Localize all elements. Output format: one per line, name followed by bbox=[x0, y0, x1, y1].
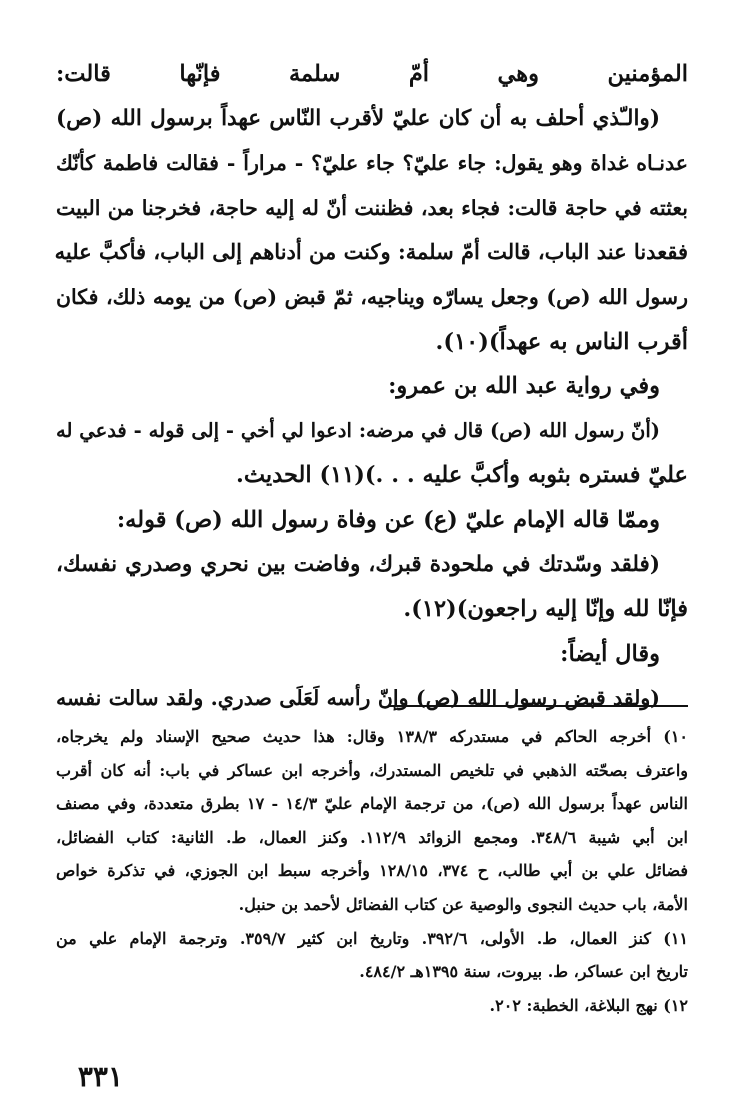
footnote-line-8: تاريخ ابن عساكر، ط. بيروت، سنة ١٣٩٥هـ ٤٨٤/٢. bbox=[359, 962, 688, 982]
text-line-7: أقرب الناس به عهداً)(١٠). bbox=[435, 328, 688, 355]
footnote-line-6: الأمة، باب حديث النجوى والوصية عن كتاب الفضائل لأحمد بن حنبل. bbox=[238, 894, 688, 914]
footnote-line-1: ١٠) أخرجه الحاكم في مستدركه ١٣٨/٣ وقال: هذا حديث صحيح الإسناد ولم يخرجاه، bbox=[56, 727, 688, 746]
text-line-9: (أنّ رسول الله (ص) قال في مرضه: ادعوا لي أخي - إلى قوله - فدعي له bbox=[56, 418, 660, 442]
footnote-line-4: ابن أبي شيبة ٣٤٨/٦. ومجمع الزوائد ١١٢/٩. وكنز العمال، ط. الثانية: كتاب الفضائل، bbox=[56, 827, 688, 847]
text-line-12: (فلقد وسّدتك في ملحودة قبرك، وفاضت بين نحري وصدري نفسك، bbox=[56, 551, 660, 577]
page-number: ٣٣١ bbox=[77, 1060, 123, 1093]
footnote-divider bbox=[388, 705, 688, 707]
footnotes-block bbox=[56, 720, 688, 1022]
text-line-11: وممّا قاله الإمام عليّ (ع) عن وفاة رسول الله (ص) قوله: bbox=[116, 506, 660, 533]
text-line-4: بعثته في حاجة قالت: فجاء بعد، فظننت أنّ له إليه حاجة، فخرجنا من البيت bbox=[56, 195, 688, 220]
text-line-1: المؤمنين وهي أمّ سلمة فإنّها قالت: bbox=[56, 61, 688, 87]
text-line-15: (ولقد قبض رسول الله (ص) وإنّ رأسه لَعَلَى صدري. ولقد سالت نفسه bbox=[56, 686, 660, 711]
text-line-2: (والـّذي أحلف به أن كان عليّ لأقرب النّاس عهداً برسول الله (ص) bbox=[56, 105, 660, 131]
text-line-5: فقعدنا عند الباب، قالت أمّ سلمة: وكنت من أدناهم إلى الباب، فأكبَّ عليه bbox=[54, 239, 688, 265]
text-line-10: عليّ فستره بثوبه وأكبَّ عليه . . .)(١١) الحديث. bbox=[235, 462, 688, 489]
footnote-line-7: ١١) كنز العمال، ط. الأولى، ٣٩٢/٦. وتاريخ ابن كثير ٣٥٩/٧. وترجمة الإمام علي من bbox=[56, 928, 689, 948]
text-line-13: فإنّا لله وإنّا إليه راجعون)(١٢). bbox=[403, 596, 688, 623]
footnote-line-3: الناس عهداً برسول الله (ص)، من ترجمة الإمام عليّ ١٤/٣ - ١٧ بطرق متعددة، وفي مصنف bbox=[56, 794, 688, 814]
text-line-8: وفي رواية عبد الله بن عمرو: bbox=[388, 373, 660, 400]
footnote-line-9: ١٢) نهج البلاغة، الخطبة: ٢٠٢. bbox=[489, 995, 688, 1015]
main-text-block bbox=[56, 52, 688, 721]
footnote-line-5: فضائل علي بن أبي طالب، ح ٣٧٤، ١٢٨/١٥ وأخرجه سبط ابن الجوزي، في تذكرة خواص bbox=[56, 861, 689, 881]
footnote-line-2: واعترف بصحّته الذهبي في تلخيص المستدرك، وأخرجه ابن عساكر في باب: أنه كان أقرب bbox=[56, 760, 688, 780]
text-line-14: وقال أيضاً: bbox=[560, 640, 660, 667]
text-line-6: رسول الله (ص) وجعل يسارّه ويناجيه، ثمّ قبض (ص) من يومه ذلك، فكان bbox=[56, 284, 688, 309]
text-line-3: عدنـاه غداة وهو يقول: جاء عليّ؟ جاء عليّ؟ - مراراً - فقالت فاطمة كأنّك bbox=[56, 151, 688, 176]
